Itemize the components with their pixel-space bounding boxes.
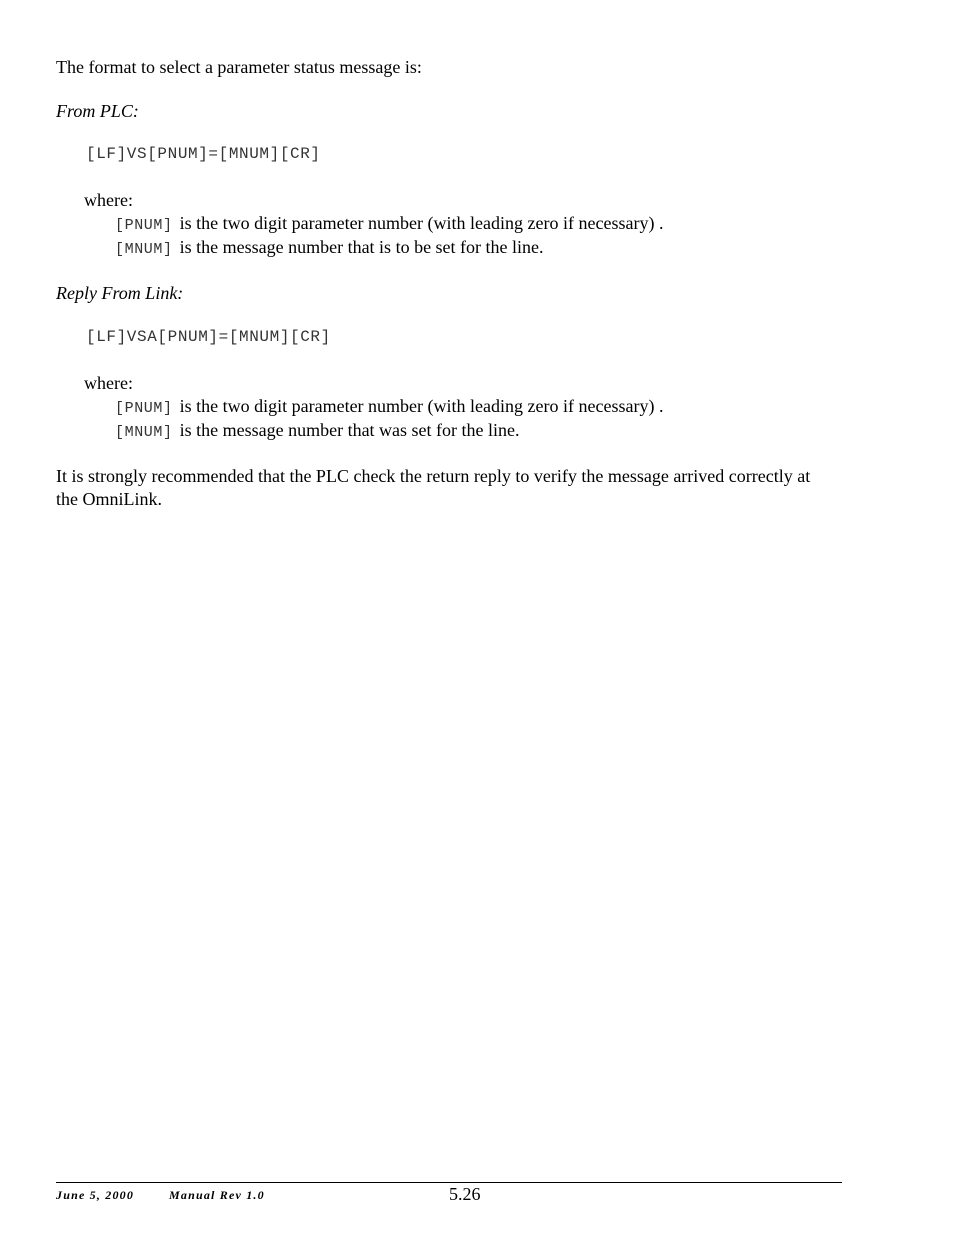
recommendation-line-1: It is strongly recommended that the PLC check the return reply to verify the message arrived correctly at: [56, 466, 811, 486]
from-plc-definition-pnum: [115, 212, 663, 237]
reply-from-link-heading: Reply From Link:: [56, 283, 184, 303]
footer-revision: Manual Rev 1.0: [169, 1188, 265, 1202]
definition-code: [PNUM]: [115, 400, 173, 417]
definition-code: [MNUM]: [115, 424, 173, 441]
definition-code: [PNUM]: [115, 217, 173, 234]
from-plc-command: [LF]VS[PNUM]=[MNUM][CR]: [86, 145, 321, 163]
reply-definition-pnum: [115, 395, 663, 420]
footer-date: June 5, 2000: [56, 1188, 135, 1202]
definition-text: is the message number that was set for the line.: [179, 420, 520, 440]
definition-text: is the two digit parameter number (with leading zero if necessary) .: [179, 396, 664, 416]
definition-text: is the message number that is to be set for the line.: [179, 237, 544, 257]
definition-text: is the two digit parameter number (with leading zero if necessary) .: [179, 213, 664, 233]
from-plc-definition-mnum: [115, 236, 544, 261]
intro-text: The format to select a parameter status message is:: [56, 57, 422, 77]
reply-from-link-command: [LF]VSA[PNUM]=[MNUM][CR]: [86, 328, 331, 346]
definition-code: [MNUM]: [115, 241, 173, 258]
footer-page-number: 5.26: [449, 1184, 481, 1204]
from-plc-where-label: where:: [84, 190, 133, 210]
reply-from-link-where-label: where:: [84, 373, 133, 393]
from-plc-heading: From PLC:: [56, 101, 139, 121]
reply-definition-mnum: [115, 419, 520, 444]
recommendation-line-2: the OmniLink.: [56, 489, 162, 509]
